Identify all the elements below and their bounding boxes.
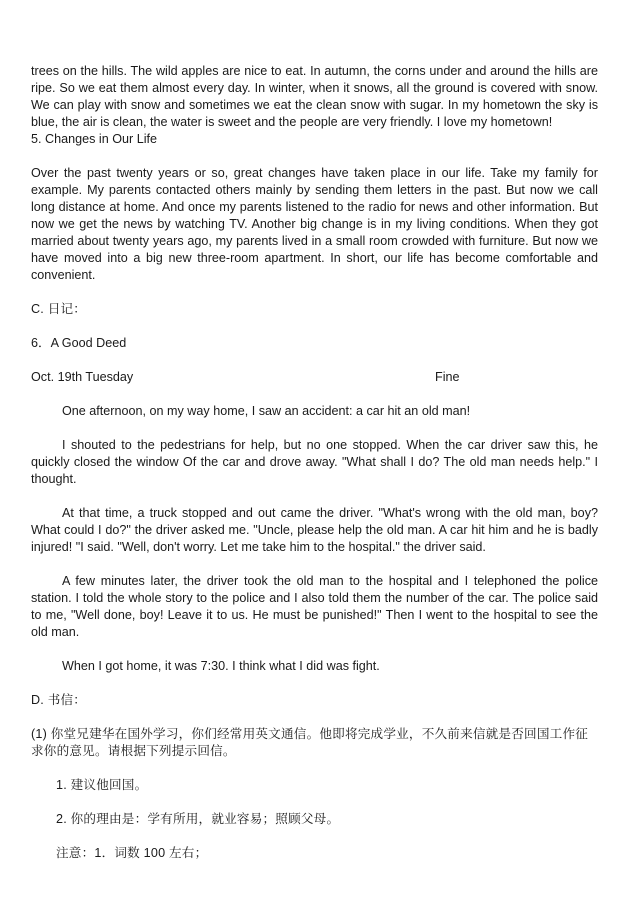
diary-paragraph: A few minutes later, the driver took the old man to the hospital and I telephoned the police station. I told the whole story to the police and I also told them the number of the car. The police said to me, "Well done, boy! Leave it to us. He must be punished!" Then I went to the hospital to see the old man. [31,574,598,639]
diary-date-row [31,369,598,386]
essay-5-body: Over the past twenty years or so, great changes have taken place in our life. Take my family for example. My parents contacted others mainly by sending them letters in the past. But now we call long distance at home. And once my parents listened to the radio for news and other information. But now we get the news by watching TV. Another big change is in my living conditions. When they got married about twenty years ago, my parents lived in a small room crowded with furniture. But now we have moved into a big new three-room apartment. In short, our life has become comfortable and convenient. [31,166,598,282]
essay-5-heading: 5. Changes in Our Life [31,132,158,146]
intro-paragraph: trees on the hills. The wild apples are nice to eat. In autumn, the corns under and around the hills are ripe. So we eat them almost every day. In winter, when it snows, all the ground is covered with snow. We can play with snow and sometimes we eat the clean snow with sugar. In my hometown the sky is blue, the air is clean, the water is sweet and the people are very friendly. I love my hometown! [31,64,598,129]
diary-date: Oct. 19th Tuesday [31,370,134,384]
diary-paragraph: One afternoon, on my way home, I saw an accident: a car hit an old man! [62,404,471,418]
section-d-heading: D. 书信： [31,693,87,707]
diary-paragraph: I shouted to the pedestrians for help, but no one stopped. When the car driver saw this, he quickly closed the window Of the car and drove away. "What shall I do? The old man needs help." I thought. [31,438,598,486]
section-c-heading: C. 日记： [31,302,87,316]
letter-prompt: (1) 你堂兄建华在国外学习，你们经常用英文通信。他即将完成学业，不久前来信就是否回国工作征求你的意见。请根据下列提示回信。 [31,727,589,758]
diary-paragraph: At that time, a truck stopped and out came the driver. "What's wrong with the old man, boy? What could I do?" the driver asked me. "Uncle, please help the old man. A car hit him and he is badly injured! "I said. "Well, don't worry. Let me take him to the hospital." the driver said. [31,506,598,554]
document-page [31,63,598,862]
letter-point: 2. 你的理由是：学有所用，就业容易；照顾父母。 [56,812,340,826]
diary-heading: 6．A Good Deed [31,336,127,350]
diary-weather: Fine [435,370,460,384]
diary-paragraph: When I got home, it was 7:30. I think what I did was fight. [62,659,380,673]
letter-point: 1. 建议他回国。 [56,778,148,792]
note-line: 注意：1．词数 100 左右； [56,846,208,860]
